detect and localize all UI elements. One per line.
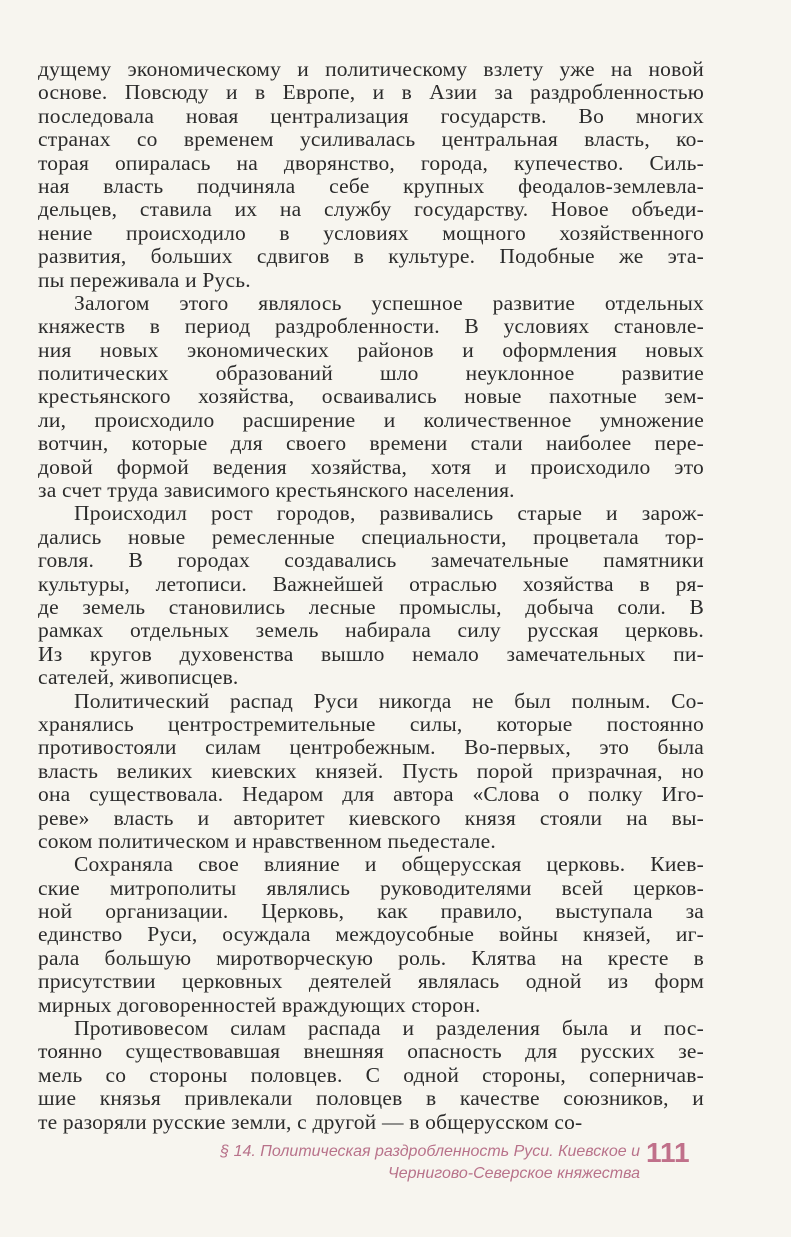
text-line: вотчин, которые для своего времени стали наиболее пере- [38,431,704,456]
text-line: довой формой ведения хозяйства, хотя и происходило это [38,454,704,479]
text-line: ная власть подчиняла себе крупных феодалов-землевла- [38,173,704,198]
text-line: Противовесом силам распада и разделения была и пос- [74,1016,704,1041]
paragraph [38,690,704,854]
text-line: шие князья привлекали половцев в качестве союзников, и [38,1086,704,1111]
text-line: крестьянского хозяйства, осваивались новые пахотные зем- [38,384,704,409]
text-line: Из кругов духовенства вышло немало замечательных пи- [38,641,704,666]
text-line: странах со временем усиливалась центральная власть, ко- [38,127,704,152]
text-line: ские митрополиты являлись руководителями всей церков- [38,875,704,900]
text-line: она существовала. Недаром для автора «Слова о полку Иго- [38,782,704,807]
text-line: за счет труда зависимого крестьянского населения. [38,478,515,503]
paragraph [38,292,704,503]
text-line: те разоряли русские земли, с другой — в общерусском со- [38,1109,583,1134]
text-line: реве» власть и авторитет киевского князя стояли на вы- [38,805,704,830]
text-line: Происходил рост городов, развивались старые и зарож- [74,501,704,526]
text-line: торая опиралась на дворянство, города, купечество. Силь- [38,150,704,175]
text-line: хранялись центростремительные силы, которые постоянно [38,711,704,736]
text-line: княжеств в период раздробленности. В условиях становле- [38,314,704,339]
text-line: последовала новая централизация государств. Во многих [38,103,704,128]
paragraph [38,58,704,292]
text-line: развития, больших сдвигов в культуре. Подобные же эта- [38,244,704,269]
section-title [140,1141,640,1185]
text-line: власть великих киевских князей. Пусть порой призрачная, но [38,758,704,783]
text-line: ной организации. Церковь, как правило, выступала за [38,899,704,924]
text-line: сателей, живописцев. [38,665,239,690]
paragraph [38,853,704,1017]
running-footer [140,1137,700,1191]
text-line: пы переживала и Русь. [38,267,251,292]
text-line: дельцев, ставила их на службу государству. Новое объеди- [38,197,704,222]
section-title-line-2: Чернигово-Северское княжества [387,1165,640,1182]
text-line: дущему экономическому и политическому взлету уже на новой [38,57,704,81]
text-line: культуры, летописи. Важнейшей отраслью хозяйства в ря- [38,571,704,596]
text-line: политических образований шло неуклонное развитие [38,361,704,386]
text-line: противостояли силам центробежным. Во-первых, это была [38,735,704,760]
text-line: ли, происходило расширение и количественное умножение [38,407,704,432]
text-line: единство Руси, осуждала междоусобные войны князей, иг- [38,922,704,947]
section-title-line-1: § 14. Политическая раздробленность Руси. Киевское и [220,1143,640,1160]
page-number: 111 [646,1137,690,1168]
text-line: Политический распад Руси никогда не был полным. Со- [74,688,704,713]
text-line: говля. В городах создавались замечательные памятники [38,548,704,573]
text-line: мирных договоренностей враждующих сторон. [38,992,481,1017]
text-line: мель со стороны половцев. С одной стороны, соперничав- [38,1062,704,1087]
text-line: рамках отдельных земель набирала силу русская церковь. [38,618,704,643]
text-line: тоянно существовавшая внешняя опасность для русских зе- [38,1039,704,1064]
page-body [38,58,704,1134]
text-line: Залогом этого являлось успешное развитие отдельных [74,290,704,315]
text-line: де земель становились лесные промыслы, добыча соли. В [38,594,704,619]
paragraph [38,502,704,689]
text-line: ния новых экономических районов и оформления новых [38,337,704,362]
text-line: рала большую миротворческую роль. Клятва на кресте в [38,945,704,970]
text-line: дались новые ремесленные специальности, процветала тор- [38,524,704,549]
paragraph [38,1017,704,1134]
text-line: соком политическом и нравственном пьедестале. [38,828,496,853]
text-line: основе. Повсюду и в Европе, и в Азии за раздробленностью [38,80,704,105]
text-line: присутствии церковных деятелей являлась одной из форм [38,969,704,994]
text-line: Сохраняла свое влияние и общерусская церковь. Киев- [74,852,704,877]
text-line: нение происходило в условиях мощного хозяйственного [38,220,704,245]
